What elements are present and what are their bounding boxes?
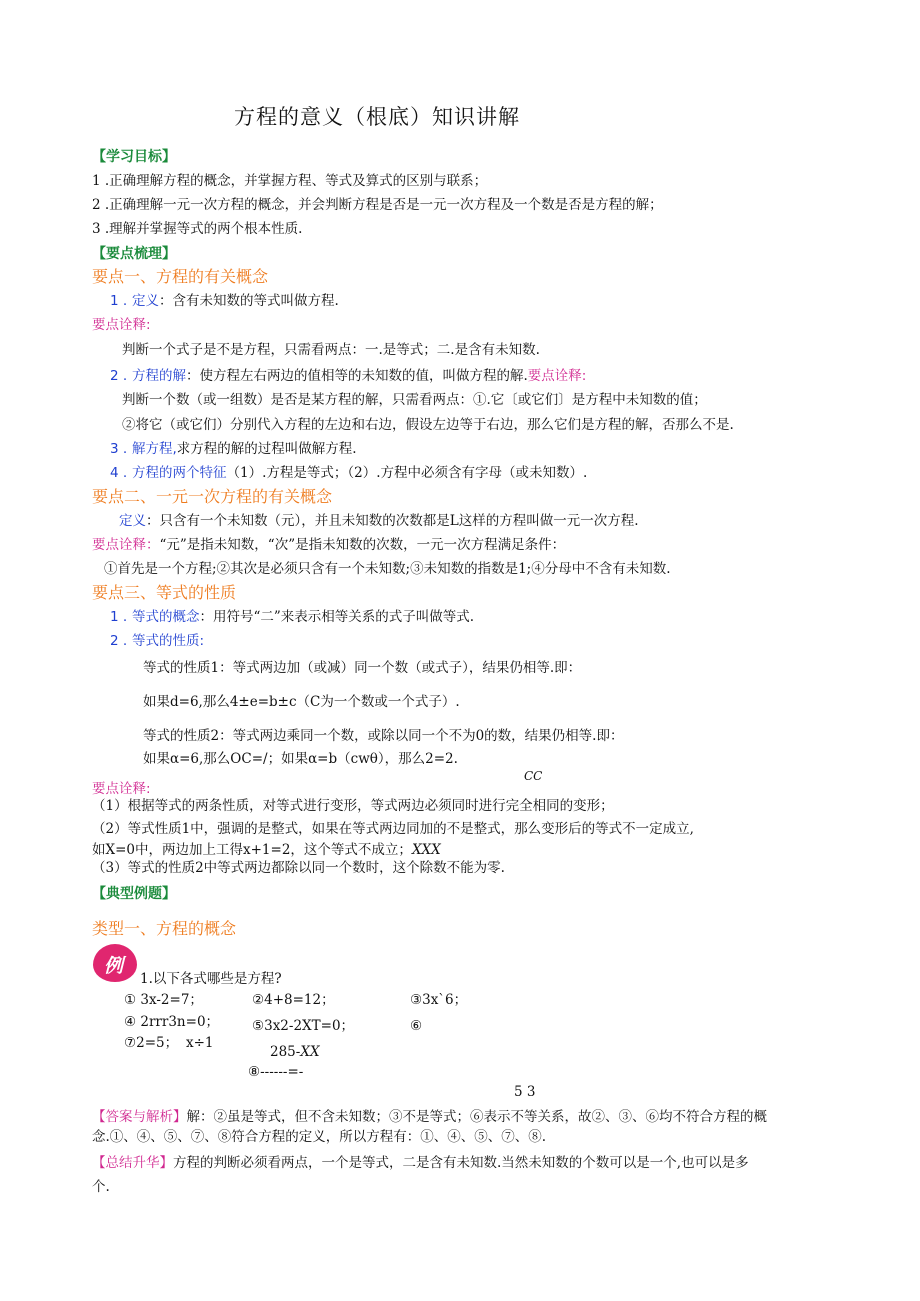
summary-text-1: 方程的判断必须看两点，一个是等式，二是含有未知数.当然未知数的个数可以是一个,也可以是多 (173, 1155, 749, 1171)
kp1-heading: 要点一、方程的有关概念 (92, 267, 269, 286)
kp3-item2 (110, 632, 204, 650)
kp2-note (92, 536, 565, 554)
kp1-note-text: 判断一个式子是不是方程，只需看两点：一.是等式；二.是含有未知数. (122, 342, 540, 358)
kp2-def-text: ：只含有一个未知数（元），并且未知数的次数都是L这样的方程叫做一元一次方程. (146, 513, 639, 529)
kp2-heading: 要点二、一元一次方程的有关概念 (92, 487, 333, 506)
kp2-def-label: 定义 (119, 513, 146, 529)
kp1-item2-text: ：使方程左右两边的值相等的未知数的值，叫做方程的解. (186, 368, 528, 384)
kp2-definition (119, 512, 639, 530)
page-title: 方程的意义（根底）知识讲解 (234, 105, 520, 129)
kp1-item2-line2: 判断一个数（或一组数）是否是某方程的解，只需看两点：①.它〔或它们〕是方程中未知数的值； (122, 392, 707, 408)
kp3-heading: 要点三、等式的性质 (92, 583, 237, 602)
example-r3c1: ⑦2=5； (124, 1035, 179, 1051)
kp3-note-2: （2）等式性质1中，强调的是整式，如果在等式两边同加的不是整式，那么变形后的等式不一定成立, (92, 821, 694, 837)
example-r2c1: ④ 2rrr3n=0； (124, 1014, 220, 1030)
type1-heading: 类型一、方程的概念 (92, 919, 237, 938)
kp3-item2-num: 2 . (110, 633, 128, 649)
kp3-item1 (110, 608, 474, 626)
kp2-note-label: 要点诠释： (92, 537, 160, 553)
kp1-item4 (110, 464, 587, 482)
example-r2c3: ⑥ (410, 1018, 423, 1034)
kp3-note-3: （3）等式的性质2中等式两边都除以同一个数时，这个除数不能为零. (92, 860, 505, 876)
kp1-item1-text: ：含有未知数的等式叫做方程. (159, 293, 339, 309)
kp1-item4-text: （1）.方程是等式；（2）.方程中必须含有字母（或未知数）. (226, 465, 588, 481)
kp1-item3-text: 求方程的解的过程叫做解方程. (176, 441, 357, 457)
kp3-note-label: 要点诠释: (92, 781, 151, 797)
example-badge-icon (93, 944, 137, 982)
kp3-note-2-example-italic: XXX (411, 842, 441, 858)
kp1-item2-label: 方程的解 (132, 368, 186, 384)
answer-tag: 【答案与解析】 (92, 1109, 187, 1125)
kp1-item1-num: 1 . (110, 293, 128, 309)
kp3-prop2: 等式的性质2：等式两边乘同一个数，或除以同一个不为0的数，结果仍相等.即： (143, 728, 624, 744)
section-learning-goals: 【学习目标】 (92, 149, 176, 165)
kp1-item1 (110, 292, 339, 310)
kp1-item2-note: 要点诠释: (527, 368, 587, 384)
summary-line1 (92, 1154, 749, 1172)
goal-3: 3 .理解并掌握等式的两个根本性质. (92, 221, 303, 237)
kp2-conditions: ①首先是一个方程;②其次是必须只含有一个未知数;③未知数的指数是1;④分母中不含有未知数. (104, 561, 671, 577)
answer-line1 (92, 1108, 767, 1126)
answer-line2: 念.①、④、⑤、⑦、⑧符合方程的定义，所以方程有：①、④、⑤、⑦、⑧. (92, 1129, 547, 1145)
example-badge-label: 例 (104, 955, 124, 977)
kp3-note-1: （1）根据等式的两条性质，对等式进行变形，等式两边必须同时进行完全相同的变形； (92, 798, 614, 814)
example-r1c1: ① 3x-2=7； (124, 992, 203, 1008)
example-r3c2-text: 285- (270, 1044, 301, 1060)
summary-tag: 【总结升华】 (92, 1155, 173, 1171)
kp1-item3-num: 3 . (110, 441, 128, 457)
kp3-item1-text: ：用符号“二”来表示相等关系的式子叫做等式. (199, 609, 475, 625)
example-question: 1.以下各式哪些是方程? (140, 971, 282, 987)
kp3-item2-label: 等式的性质 (132, 633, 200, 649)
example-r1c2: ②4+8=12； (252, 992, 335, 1008)
example-r1c3: ③3x`6； (410, 992, 468, 1008)
kp1-item3-label: 解方程, (132, 441, 177, 457)
example-r3c1b: x÷1 (186, 1035, 214, 1051)
kp1-item1-label: 定义 (132, 293, 159, 309)
goal-2: 2 .正确理解一元一次方程的概念，并会判断方程是否是一元一次方程及一个数是否是方程的解； (92, 197, 663, 213)
example-r4c2: ⑧------=- (248, 1064, 304, 1080)
kp1-item2-line3: ②将它（或它们）分别代入方程的左边和右边，假设左边等于右边，那么它们是方程的解，否那么不是. (122, 417, 734, 433)
answer-text-1: 解：②虽是等式，但不含未知数；③不是等式；⑥表示不等关系，故②、③、⑥均不符合方程的概 (186, 1109, 767, 1125)
example-r2c2: ⑤3x2-2XT=0； (252, 1018, 355, 1034)
example-r5: 5 3 (514, 1084, 536, 1100)
kp1-item4-label: 方程的两个特征 (132, 465, 227, 481)
kp3-prop2-cc: CC (524, 769, 543, 783)
goal-1: 1 .正确理解方程的概念，并掌握方程、等式及算式的区别与联系； (92, 173, 488, 189)
kp1-note-label: 要点诠释: (92, 317, 151, 333)
example-r3c2-italic: XX (300, 1044, 320, 1060)
example-r3c2 (270, 1043, 320, 1061)
summary-line2: 个. (92, 1179, 110, 1195)
kp1-item3 (110, 440, 357, 458)
kp1-item2-num: 2 . (110, 368, 128, 384)
kp1-item4-num: 4 . (110, 465, 128, 481)
kp2-note-text: “元”是指未知数，“次”是指未知数的次数，一元一次方程满足条件： (159, 537, 566, 553)
kp3-prop1-example: 如果d=6,那么4±e=b±c（C为一个数或一个式子）. (143, 694, 460, 710)
kp3-prop1: 等式的性质1：等式两边加（或减）同一个数（或式子），结果仍相等.即： (143, 660, 582, 676)
kp3-note-2-example (92, 841, 441, 859)
kp3-prop2-example: 如果α=6,那么OC=/；如果α=b（cwθ），那么2=2. (143, 751, 458, 767)
section-key-points: 【要点梳理】 (92, 246, 176, 262)
kp3-item2-colon: : (199, 633, 205, 649)
kp3-item1-num: 1 . (110, 609, 128, 625)
kp3-item1-label: 等式的概念 (132, 609, 200, 625)
kp3-note-2-example-text: 如X=0中，两边加上工得x+1=2，这个等式不成立； (92, 842, 412, 858)
kp1-item2 (110, 367, 586, 385)
section-examples: 【典型例题】 (92, 886, 176, 902)
